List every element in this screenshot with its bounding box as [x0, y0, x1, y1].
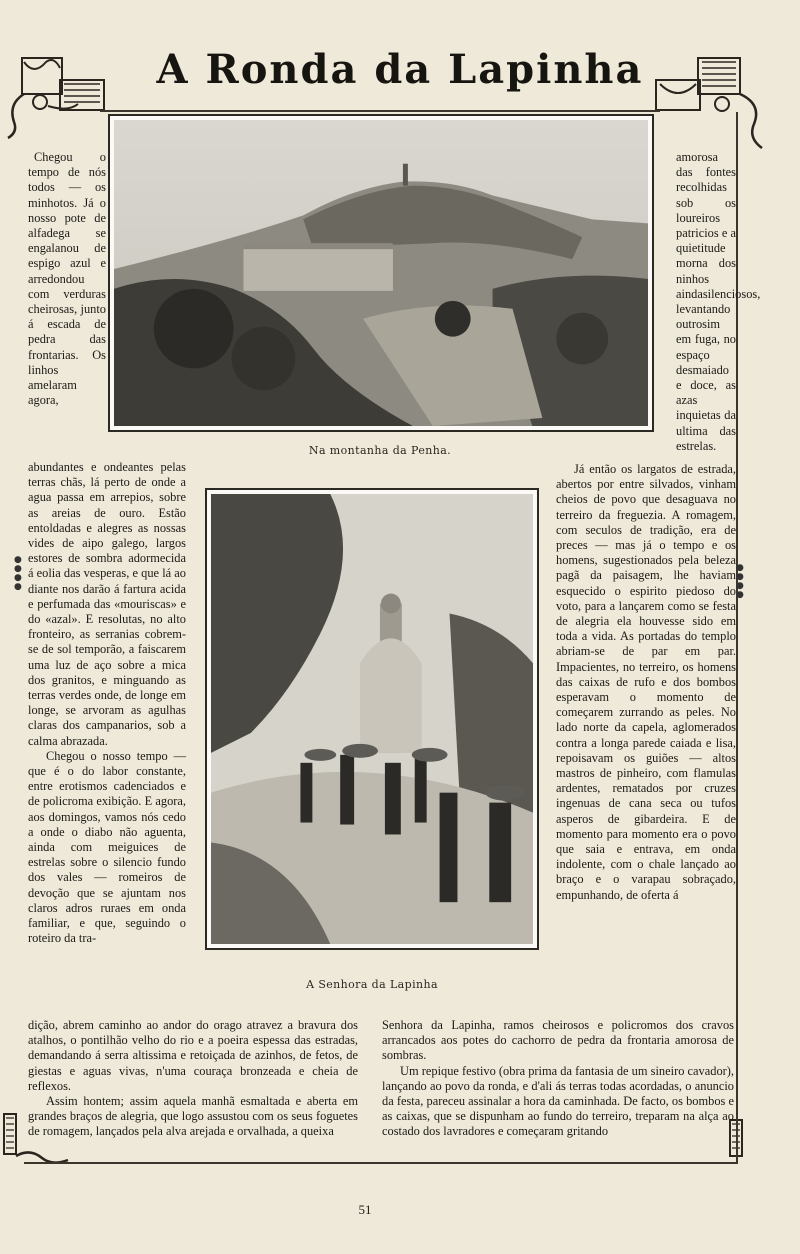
paragraph-repique: Um repique festivo (obra prima da fantasia de um sineiro cavador), lançando ao povo da ronda, e d'ali ás terras todas acordadas, o anuncio da festa, pareceu assinalar a hora da caminhada. De facto, os bombos e as caixas, que se dispunham ao fundo do terreiro, treparam na alça ao costado dos lavradores e começaram gritando: [382, 1063, 734, 1139]
figure-caption-2: A Senhora da Lapinha: [306, 978, 438, 991]
paragraph-amorosa: amorosa das fontes recolhidas sob os loureiros patricios e a quietitude morna dos ninhos aindasilenciosos, levantando outrosim em fuga, no espaço desmaiado e doce, as azas inquietas da ultima das estrelas.: [676, 150, 761, 453]
dot-ornament-left: ● ● ● ●: [14, 555, 22, 592]
text-column-bottom-left: [28, 1018, 358, 1158]
paragraph-tradicao: dição, abrem caminho ao andor do orago atravez a bravura dos atalhos, o pontilhão velho do rio e a poeira espessa das estradas, demandando á serra altissima e retoiçada de azinhos, de fetos, de giestas e aguas vivas, n'uma couraça bronzeada e cheia de reflexos.: [28, 1018, 358, 1093]
article-title: A Ronda da Lapinha: [156, 46, 644, 93]
paragraph-chegou-opening: Chegou o tempo de nós todos — os minhotos. Já o nosso pote de alfadega se engalanou de espigo azul e arredondou com verduras cheirosas, junto á escada de pedra das frontarias. Os linhos amelaram agora,: [28, 150, 106, 408]
photo-senhora-lapinha: [205, 488, 539, 950]
paragraph-abundantes: abundantes e ondeantes pelas terras chãs, lá perto de onde a agua passa em arrepios, sobre as areias de ouro. Estão entoldadas e alegres as nossas vides de aipo galego, largos estores de sombra adormecida á eolia das vesperas, e que lá ao diante nos darão á fartura acida e perfumada das «mouriscas» e do «azal». E resolutas, no alto fronteiro, as serranias cobrem-se de sol temporão, a faiscarem uma luz de aço sobre a mica dos granitos, e minguando as terras verdes onde, de longe em longe, se arvoram as agulhas claras dos campanarios, sob a calma abrazada.: [28, 460, 186, 748]
paragraph-senhora: Senhora da Lapinha, ramos cheirosos e policromos dos cravos arrancados aos potes do cachorro de pedra da frontaria amorosa de sombras.: [382, 1018, 734, 1063]
paragraph-ja-entao: Já então os largatos de estrada, abertos por entre silvados, vinham cheios de povo que desaguava no terreiro da freguezia. A romagem, com seculos de tradição, era de preces — mas já o tempo e os homens, sugestionados pela beleza pagã da paisagem, lhe haviam esquecido o espirito piedoso do voto, para a lançarem como se festa de alegria ela houvesse sido em toda a vida. As portadas do templo abriam-se de par em par. Impacientes, no terreiro, os homens das caixas de rufo e dos bombos esperavam o momento de começarem zurrando as peles. No lado norte da capela, aglomerados contra a longa parede caiada e lisa, repoisavam os guiões — altos mastros de pinheiro, com flamulas ardentes, rematados por cruzes ingenuas de cana seca ou tufos asperos de gibardeira. E de momento para momento era o povo que saia e entrava, em onda indolente, com o chale lançado ao braço e o varapau sobraçado, empunhando, de oferta á: [556, 462, 736, 902]
procession-image: [211, 494, 533, 944]
text-column-right-top: [676, 150, 761, 460]
paragraph-assim-hontem: Assim hontem; assim aquela manhã esmaltada e aberta em grandes braços de alegria, que logo assustou com os seus foguetes de romagem, lançados pela alva arejada e orvalhada, a queixa: [28, 1094, 358, 1139]
text-column-bottom-right: [382, 1018, 734, 1158]
text-column-left-top: [28, 150, 106, 458]
page-number: 51: [358, 1202, 372, 1217]
text-column-right-middle: [556, 462, 736, 1018]
mountain-landscape-image: [114, 120, 648, 426]
figure-caption-1: Na montanha da Penha.: [308, 444, 452, 457]
photo-penha-mountain: [108, 114, 654, 432]
paragraph-chegou-tempo: Chegou o nosso tempo — que é o do labor constante, entre erotismos cadenciados e de policroma exibição. E agora, aos domingos, vamos nós cedo a onde o diabo não aguenta, ainda com meiguices de estrelas sobre o silencio fundo dos vales — romeiros de devoção que se ajuntam nos claros adros ruraes em onda familiar, e que, seguindo o roteiro da tra-: [28, 748, 186, 946]
dot-ornament-right: ● ● ● ●: [736, 563, 744, 600]
text-column-left-middle: [28, 460, 186, 1016]
